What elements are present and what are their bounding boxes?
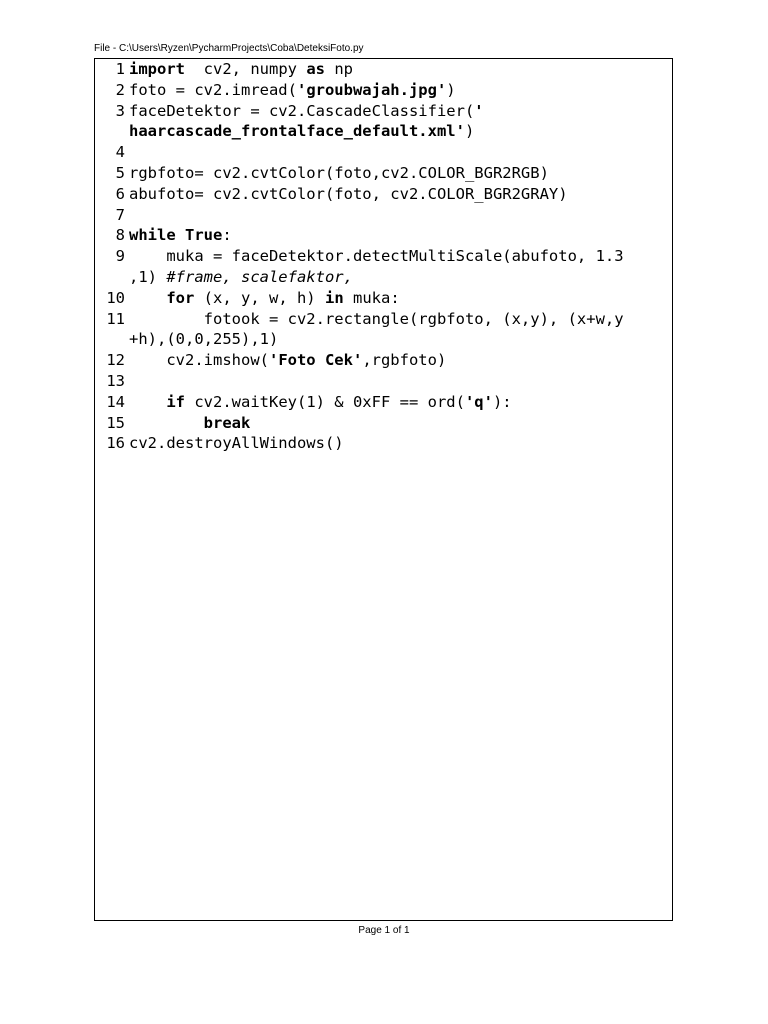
code-line — [99, 392, 668, 413]
keyword-token: break — [203, 413, 251, 432]
code-line — [99, 121, 668, 142]
string-token: 'q' — [464, 392, 493, 411]
string-token: 'Foto Cek' — [268, 351, 363, 370]
code-token — [129, 289, 166, 307]
line-number: 14 — [106, 392, 125, 411]
keyword-token: for — [166, 288, 195, 307]
line-number — [99, 329, 125, 350]
string-token: 'groubwajah.jpg' — [296, 80, 447, 99]
code-token: ) — [446, 80, 456, 99]
code-token: cv2.waitKey(1) & 0xFF == ord( — [185, 392, 465, 411]
code-token: muka: — [343, 288, 400, 307]
line-number: 4 — [115, 143, 125, 162]
code-token: np — [325, 60, 353, 78]
code-token: foto = cv2.imread( — [129, 80, 297, 99]
line-text — [125, 267, 353, 288]
line-number: 3 — [115, 101, 125, 120]
line-number: 10 — [106, 288, 125, 307]
code-token: faceDetektor = cv2.CascadeClassifier( — [129, 101, 475, 120]
line-number: 16 — [106, 434, 125, 453]
code-token: rgbfoto= cv2.cvtColor(foto,cv2.COLOR_BGR2RGB) — [129, 163, 549, 182]
line-text — [125, 246, 624, 267]
code-line — [99, 267, 668, 288]
line-number: 13 — [106, 371, 125, 390]
line-number — [99, 121, 125, 142]
code-line — [99, 246, 668, 267]
keyword-token: while — [129, 226, 176, 245]
code-line — [99, 184, 668, 205]
code-line — [99, 433, 668, 454]
line-number: 8 — [115, 226, 125, 245]
line-text — [125, 413, 250, 434]
line-text — [125, 329, 278, 350]
line-number: 5 — [115, 163, 125, 182]
code-line — [99, 163, 668, 184]
keyword-token: True — [185, 226, 223, 245]
code-line — [99, 309, 668, 330]
line-text — [125, 142, 129, 163]
line-text — [125, 433, 344, 454]
line-text — [125, 392, 512, 413]
line-text — [125, 184, 568, 205]
keyword-token: in — [324, 288, 344, 307]
code-line — [99, 59, 668, 80]
line-number: 15 — [106, 413, 125, 432]
code-line — [99, 329, 668, 350]
line-text — [125, 101, 484, 122]
line-number — [99, 267, 125, 288]
code-token — [129, 414, 204, 432]
code-line — [99, 288, 668, 309]
code-line — [99, 142, 668, 163]
code-token: : — [222, 226, 232, 245]
page-number: Page 1 of 1 — [358, 925, 410, 936]
code-token: abufoto= cv2.cvtColor(foto, cv2.COLOR_BGR2GRAY) — [129, 184, 568, 203]
line-number: 2 — [115, 80, 125, 99]
code-token: ,1) — [129, 267, 167, 286]
line-number: 7 — [115, 205, 125, 224]
code-line — [99, 413, 668, 434]
line-text — [125, 288, 400, 309]
line-text — [125, 371, 129, 392]
code-line — [99, 101, 668, 122]
code-token — [176, 226, 185, 244]
line-number: 1 — [115, 60, 125, 78]
line-text — [125, 80, 456, 101]
line-text — [125, 121, 474, 142]
line-number: 12 — [106, 351, 125, 370]
line-text — [125, 225, 232, 246]
line-text — [125, 350, 446, 371]
code-line — [99, 350, 668, 371]
line-text — [125, 163, 549, 184]
code-listing — [99, 59, 668, 454]
code-token: cv2.imshow( — [129, 351, 269, 370]
file-path-header: File - C:\Users\Ryzen\PycharmProjects\Coba\DeteksiFoto.py — [94, 43, 364, 54]
string-token: ' — [474, 101, 484, 120]
code-token: muka = faceDetektor.detectMultiScale(abufoto, 1.3 — [129, 247, 624, 266]
line-number: 11 — [106, 309, 125, 328]
code-token: ) — [464, 122, 475, 141]
comment-token: #frame, scalefaktor, — [166, 267, 353, 286]
keyword-token: as — [306, 60, 325, 78]
line-text — [125, 309, 624, 330]
code-token: ): — [492, 392, 512, 411]
line-number: 9 — [115, 247, 125, 266]
line-text — [125, 205, 129, 226]
code-token: fotook = cv2.rectangle(rgbfoto, (x,y), (x+w,y — [129, 309, 624, 328]
line-text — [125, 59, 353, 80]
code-token: ,rgbfoto) — [362, 351, 447, 370]
keyword-token: if — [166, 392, 185, 411]
code-token — [129, 393, 166, 411]
code-token: cv2.destroyAllWindows() — [129, 434, 344, 453]
code-line — [99, 205, 668, 226]
keyword-token: import — [129, 60, 185, 78]
code-token: (x, y, w, h) — [194, 288, 325, 307]
code-token: cv2, numpy — [185, 60, 307, 78]
code-token: +h),(0,0,255),1) — [129, 330, 279, 349]
code-line — [99, 371, 668, 392]
code-listing-frame — [94, 58, 673, 921]
string-token: haarcascade_frontalface_default.xml' — [129, 122, 465, 141]
code-line — [99, 80, 668, 101]
line-number: 6 — [115, 184, 125, 203]
code-line — [99, 225, 668, 246]
